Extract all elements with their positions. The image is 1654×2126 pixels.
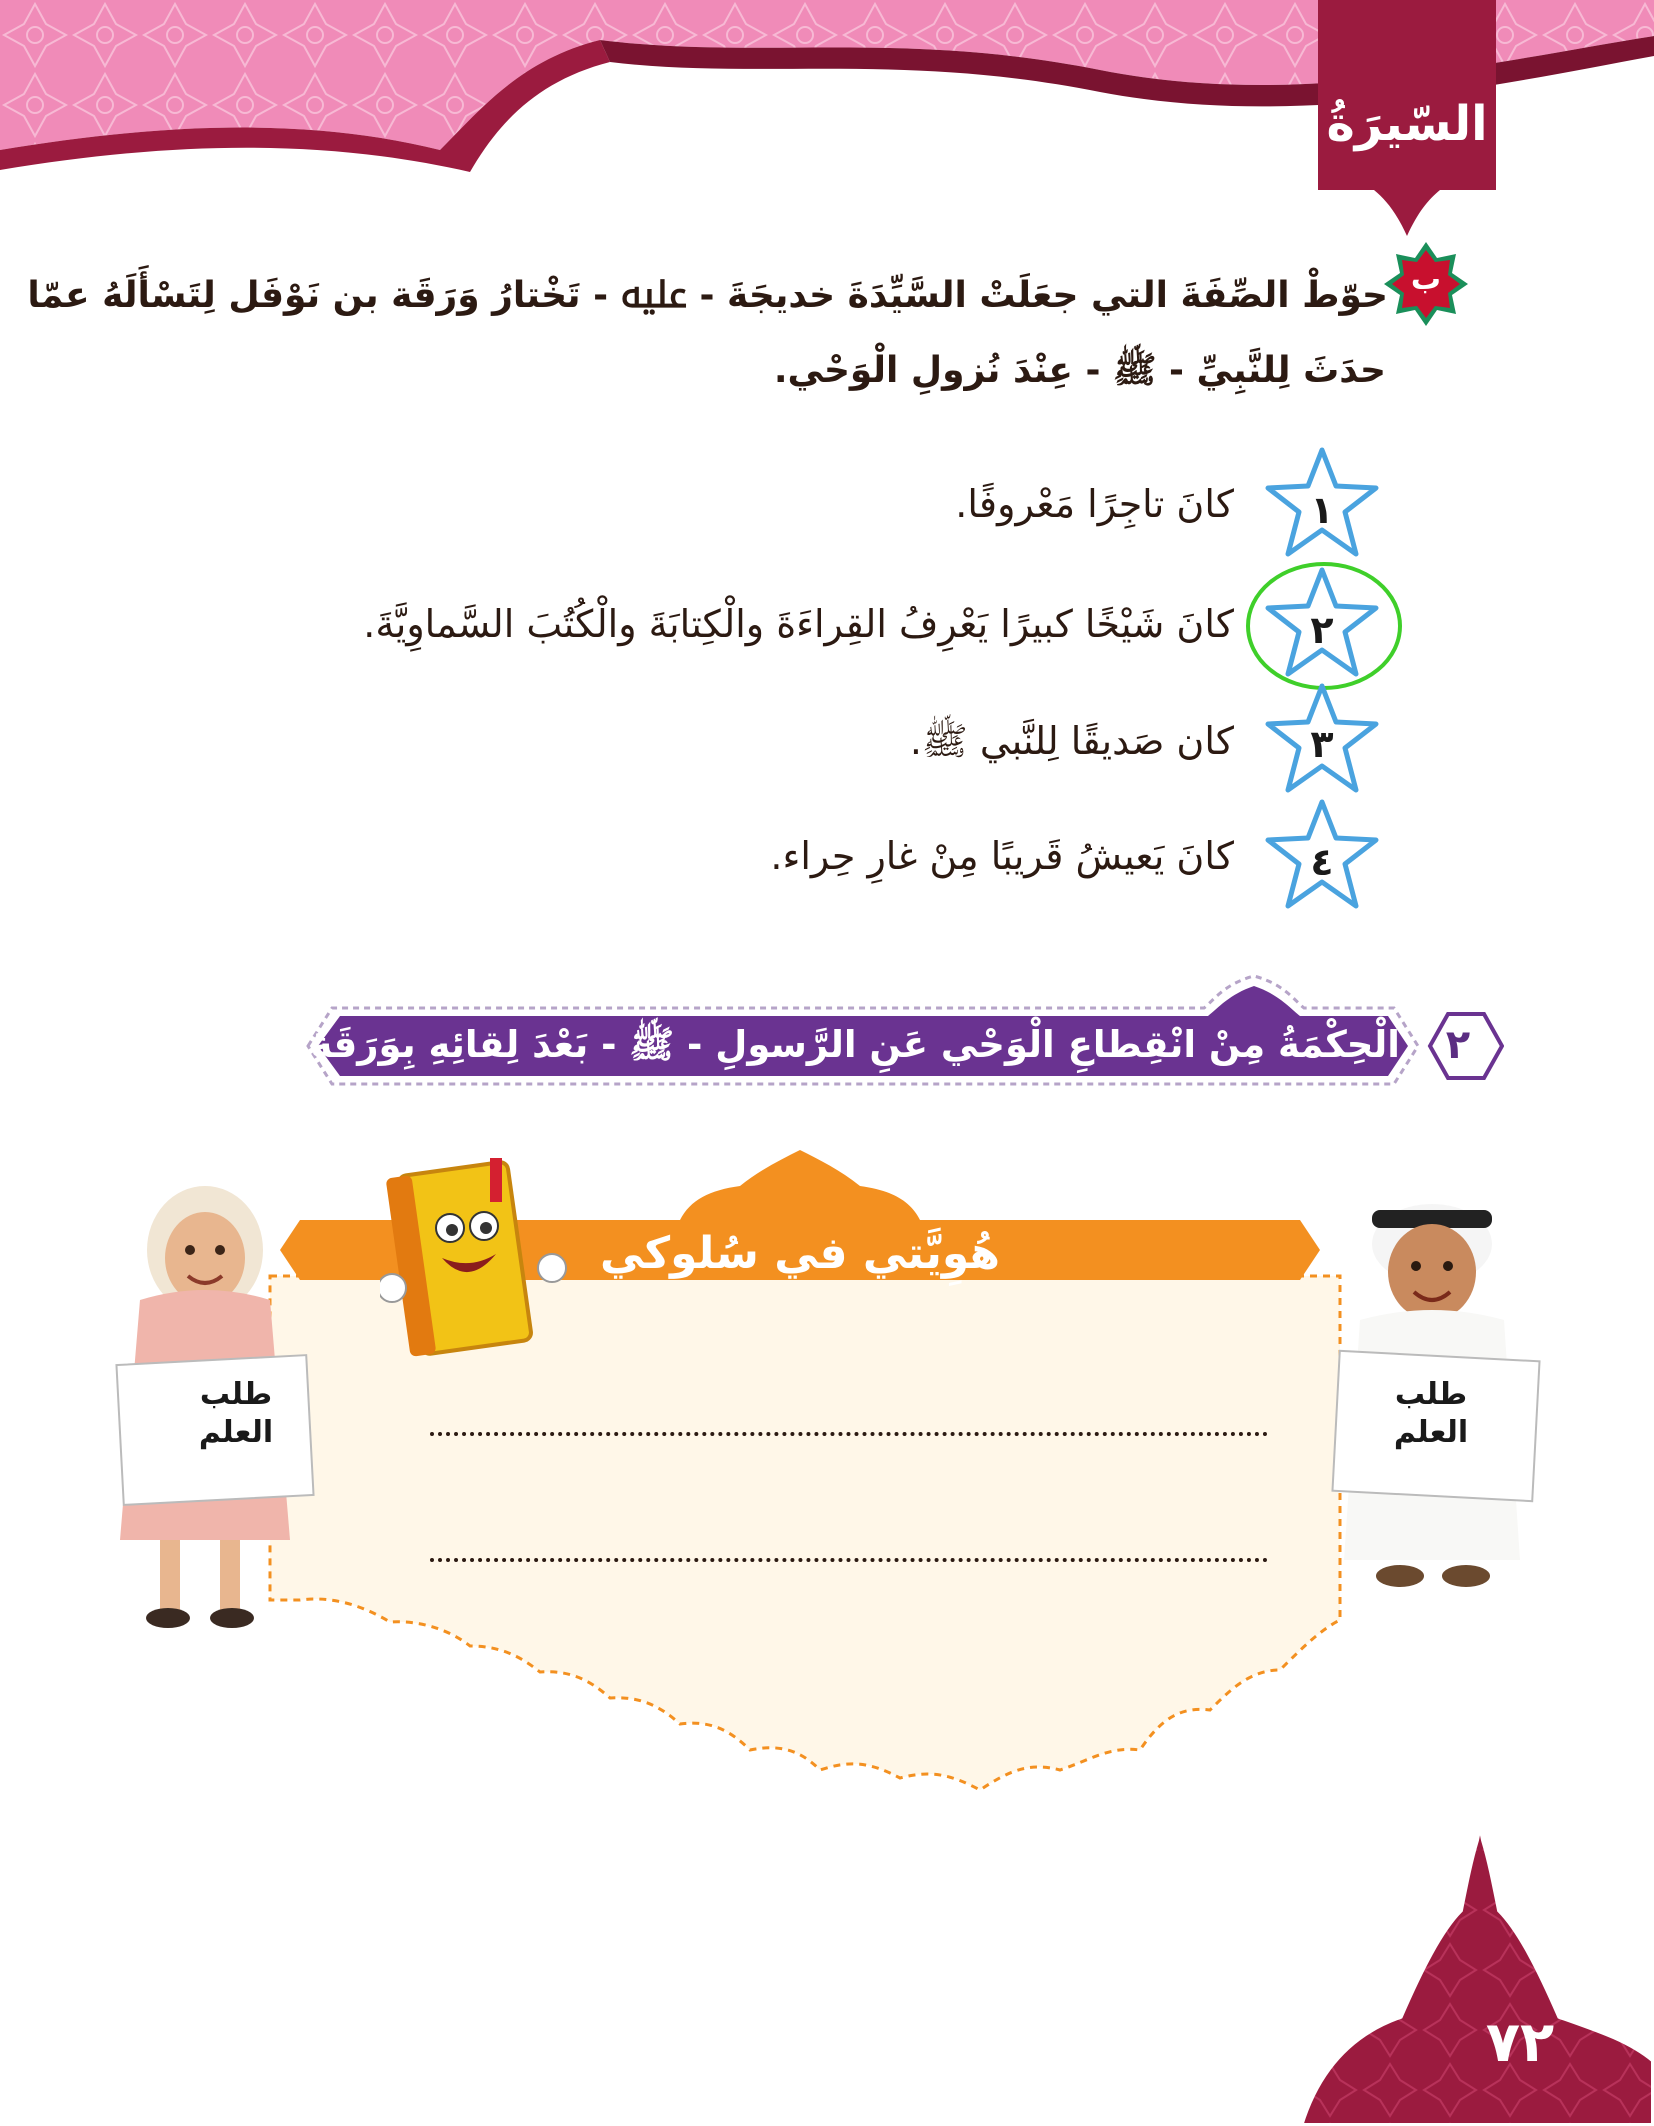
question-badge-letter: ب — [1410, 262, 1442, 297]
option-4-text: كانَ يَعيشُ قَريبًا مِنْ غارِ حِراء. — [770, 834, 1234, 878]
boy-sign-line-2: العلم — [1393, 1415, 1469, 1450]
option-2-number: ٢ — [1310, 608, 1334, 652]
option-3-text: كان صَديقًا لِلنَّبي ﷺ. — [909, 719, 1234, 763]
section-2-number: ٢ — [1445, 1022, 1471, 1068]
answer-line-2[interactable] — [430, 1558, 1268, 1562]
option-1-text: كانَ تاجِرًا مَعْروفًا. — [955, 482, 1234, 526]
section-2-text: الْحِكْمَةُ مِنْ انْقِطاعِ الْوَحْي عَنِ الرَّسولِ - ﷺ - بَعْدَ لِقائِهِ بِوَرَقَةَ بن نَوْفل. — [129, 1023, 1400, 1066]
section-title: السّيرَةُ — [1326, 96, 1488, 152]
option-4-number: ٤ — [1310, 840, 1334, 884]
girl-sign-line-1: طلب — [199, 1377, 273, 1412]
option-1-number: ١ — [1310, 488, 1334, 532]
answer-line-1[interactable] — [430, 1432, 1268, 1436]
question-text-line-2: حدَثَ لِلنَّبِيِّ - ﷺ - عِنْدَ نُزولِ الْوَحْي. — [773, 350, 1386, 391]
boy-sign-line-1: طلب — [1394, 1377, 1468, 1412]
option-3-number: ٣ — [1310, 722, 1334, 766]
option-2-text: كانَ شَيْخًا كبيرًا يَعْرِفُ القِراءَةَ والْكِتابَةَ والْكُتُبَ السَّماوِيَّةَ. — [363, 602, 1234, 646]
page-number: ٧٢ — [1485, 2010, 1555, 2075]
girl-sign-line-2: العلم — [198, 1415, 274, 1450]
selection-circle — [1244, 560, 1404, 692]
footer-dome-decoration — [1300, 1820, 1654, 2126]
book-mascot-icon — [380, 1148, 570, 1378]
girl-sign-text — [166, 1376, 306, 1452]
question-text-line-1: حوّطْ الصِّفَةَ التي جعَلَتْ السَّيِّدَةَ خديجَةَ - ﷷ - تَخْتارُ وَرَقَة بن نَوْفَل لِتَسْأَلَهُ عمّا — [27, 275, 1388, 316]
boy-sign-text — [1356, 1376, 1506, 1452]
activity-title: هُوِيَّتي في سُلوكي — [600, 1228, 1000, 1279]
